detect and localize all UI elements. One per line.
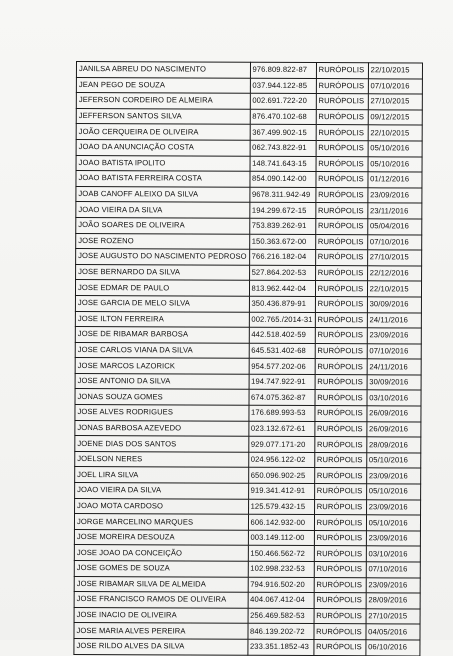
table-row [74,623,420,640]
record-cpf: 350.436.879-91 [249,296,315,312]
record-name: JOÃO CERQUEIRA DE OLIVEIRA [76,124,250,140]
record-date: 26/09/2016 [367,421,421,437]
record-date: 22/12/2016 [367,265,421,281]
record-city: RURÓPOLIS [315,296,367,312]
table-row [76,139,422,156]
record-date: 28/09/2016 [366,437,420,453]
record-cpf: 813.962.442-04 [249,281,315,297]
record-city: RURÓPOLIS [315,359,367,375]
record-date: 22/10/2015 [368,63,422,79]
table-row [74,560,420,577]
table-row [75,311,421,328]
record-cpf: 9678.311.942-49 [249,187,315,203]
record-city: RURÓPOLIS [314,608,366,624]
record-date: 05/10/2016 [366,484,420,500]
record-date: 07/10/2016 [368,78,422,94]
table-row [75,483,421,500]
record-cpf: 674.075.362-87 [249,390,315,406]
record-name: JOÃO SOARES DE OLIVEIRA [76,217,250,233]
record-name: JONAS SOUZA GOMES [75,389,249,405]
table-row [75,467,421,484]
table-row [75,295,421,312]
table-row [74,592,420,609]
record-cpf: 766.216.182-04 [249,249,315,265]
table-row [75,327,421,344]
record-name: JOSE MOREIRA DESOUZA [74,529,248,545]
record-city: RURÓPOLIS [315,343,367,359]
record-cpf: 846.139.202-72 [248,624,314,640]
table-row [75,389,421,406]
record-date: 07/10/2016 [367,343,421,359]
record-date: 23/09/2016 [367,328,421,344]
record-date: 06/10/2016 [366,640,420,656]
record-name: JOSE AUGUSTO DO NASCIMENTO PEDROSO [76,249,250,265]
table-row [76,155,422,172]
record-cpf: 753.839.262-91 [249,218,315,234]
record-name: JEFERSON CORDEIRO DE ALMEIRA [76,93,250,109]
record-cpf: 023.132.672-61 [248,421,314,437]
record-name: JOSE RILDO ALVES DA SILVA [74,638,248,654]
record-cpf: 976.809.822-87 [250,62,316,78]
record-date: 24/11/2016 [367,312,421,328]
record-cpf: 233.351.1852-43 [247,639,313,655]
record-city: RURÓPOLIS [316,125,368,141]
record-name: JOSE ALVES RODRIGUES [75,405,249,421]
table-row [74,607,420,624]
record-city: RURÓPOLIS [314,577,366,593]
record-date: 30/09/2016 [367,297,421,313]
record-name: JOAO DA ANUNCIAÇÃO COSTA [76,139,250,155]
record-date: 05/10/2016 [368,141,422,157]
table-row [76,62,422,79]
record-name: JEFFERSON SANTOS SILVA [76,108,250,124]
table-row [76,124,422,141]
record-cpf: 606.142.932-00 [248,514,314,530]
table-row [75,342,421,359]
record-date: 05/10/2016 [366,515,420,531]
record-city: RURÓPOLIS [316,78,368,94]
record-city: RURÓPOLIS [316,109,368,125]
record-city: RURÓPOLIS [314,640,366,656]
record-date: 01/12/2016 [368,172,422,188]
table-row [76,233,422,250]
table-row [74,514,420,531]
record-cpf: 794.916.502-20 [248,577,314,593]
record-cpf: 650.096.902-25 [248,468,314,484]
record-cpf: 062.743.822-91 [250,140,316,156]
record-cpf: 645.531.402-68 [249,343,315,359]
record-name: JOSE BERNARDO DA SILVA [76,264,250,280]
record-city: RURÓPOLIS [316,172,368,188]
table-row [75,373,421,390]
record-city: RURÓPOLIS [315,265,367,281]
record-name: JOSE INACIO DE OLIVEIRA [74,607,248,623]
record-cpf: 024.956.122-02 [248,452,314,468]
table-row [75,420,421,437]
record-city: RURÓPOLIS [315,390,367,406]
record-name: JANILSA ABREU DO NASCIMENTO [76,62,250,78]
record-name: JOAO MOTA CARDOSO [75,498,249,514]
record-cpf: 929.077.171-20 [248,437,314,453]
record-cpf: 256.469.582-53 [248,608,314,624]
record-date: 27/10/2015 [367,250,421,266]
record-cpf: 150.466.562-72 [248,546,314,562]
record-city: RURÓPOLIS [314,593,366,609]
record-city: RURÓPOLIS [315,203,367,219]
record-date: 05/04/2016 [367,219,421,235]
table-row [76,77,422,94]
table-row [75,498,421,515]
record-date: 24/11/2016 [367,359,421,375]
record-city: RURÓPOLIS [315,421,367,437]
record-date: 03/10/2016 [366,546,420,562]
record-cpf: 150.363.672-00 [249,234,315,250]
record-cpf: 194.299.672-15 [249,203,315,219]
record-cpf: 876.470.102-68 [250,109,316,125]
record-name: JOELSON NERES [75,451,249,467]
record-cpf: 148.741.643-15 [250,156,316,172]
record-cpf: 367.499.902-15 [250,125,316,141]
record-cpf: 194.747.922-91 [249,374,315,390]
record-cpf: 404.067.412-04 [248,592,314,608]
record-name: JOSE EDMAR DE PAULO [75,280,249,296]
record-date: 23/09/2016 [366,468,420,484]
record-name: JOSE ANTONIO DA SILVA [75,373,249,389]
record-cpf: 102.998.232-53 [248,561,314,577]
table-row [75,358,421,375]
record-name: JOAO VIEIRA DA SILVA [76,202,250,218]
record-name: JOSE MARCOS LAZORICK [75,358,249,374]
record-name: JOSE MARIA ALVES PEREIRA [74,623,248,639]
record-date: 23/09/2016 [368,188,422,204]
record-date: 07/10/2016 [367,234,421,250]
record-date: 09/12/2015 [368,110,422,126]
record-city: RURÓPOLIS [315,234,367,250]
table-row [76,249,422,266]
record-cpf: 919.341.412-91 [248,483,314,499]
record-cpf: 854.090.142-00 [249,171,315,187]
record-date: 04/05/2016 [366,624,420,640]
table-row [74,529,420,546]
record-date: 28/09/2016 [366,593,420,609]
record-city: RURÓPOLIS [316,94,368,110]
record-name: JOSE DE RIBAMAR BARBOSA [75,327,249,343]
table-row [75,405,421,422]
record-city: RURÓPOLIS [314,562,366,578]
record-cpf: 125.579.432-15 [248,499,314,515]
record-name: JOAO BATISTA FERREIRA COSTA [76,171,250,187]
record-name: JOAB CANOFF ALEIXO DA SILVA [76,186,250,202]
record-cpf: 954.577.202-06 [249,359,315,375]
record-name: JOSE GARCIA DE MELO SILVA [75,295,249,311]
record-name: JONAS BARBOSA AZEVEDO [75,420,249,436]
record-city: RURÓPOLIS [314,452,366,468]
record-cpf: 527.864.202-53 [249,265,315,281]
record-city: RURÓPOLIS [315,312,367,328]
record-date: 26/09/2016 [367,406,421,422]
record-cpf: 002.691.722-20 [250,93,316,109]
record-cpf: 176.689.993-53 [248,405,314,421]
table-row [75,280,421,297]
table-row [76,93,422,110]
record-name: JOSE FRANCISCO RAMOS DE OLIVEIRA [74,592,248,608]
record-date: 05/10/2016 [368,156,422,172]
record-city: RURÓPOLIS [315,406,367,422]
record-name: JOSE ILTON FERREIRA [75,311,249,327]
record-city: RURÓPOLIS [314,624,366,640]
record-city: RURÓPOLIS [315,374,367,390]
table-row [76,108,422,125]
record-name: JOSE CARLOS VIANA DA SILVA [75,342,249,358]
record-city: RURÓPOLIS [315,250,367,266]
record-date: 27/10/2015 [366,609,420,625]
records-table-body [74,62,422,656]
table-row [76,202,422,219]
record-cpf: 442.518.402-59 [249,327,315,343]
record-name: JOENE DIAS DOS SANTOS [75,436,249,452]
record-date: 07/10/2016 [366,562,420,578]
record-cpf: 002.765./2014-31 [249,312,315,328]
record-date: 23/11/2016 [367,203,421,219]
record-name: JOSE ROZENO [76,233,250,249]
record-date: 03/10/2016 [367,390,421,406]
record-date: 23/09/2016 [366,499,420,515]
record-city: RURÓPOLIS [314,546,366,562]
record-date: 27/10/2015 [368,94,422,110]
record-name: JEAN PEGO DE SOUZA [76,77,250,93]
record-date: 22/10/2015 [368,125,422,141]
table-row [75,436,421,453]
record-city: RURÓPOLIS [314,468,366,484]
record-date: 05/10/2016 [366,453,420,469]
record-name: JORGE MARCELINO MARQUES [74,514,248,530]
record-city: RURÓPOLIS [314,530,366,546]
record-city: RURÓPOLIS [316,156,368,172]
records-table [73,61,422,656]
record-city: RURÓPOLIS [315,218,367,234]
record-city: RURÓPOLIS [315,281,367,297]
record-date: 30/09/2016 [367,375,421,391]
record-city: RURÓPOLIS [316,63,368,79]
table-row [76,264,422,281]
record-name: JOSE GOMES DE SOUZA [74,560,248,576]
record-name: JOEL LIRA SILVA [75,467,249,483]
table-row [74,545,420,562]
table-row [74,576,420,593]
record-cpf: 037.944.122-85 [250,78,316,94]
record-city: RURÓPOLIS [314,437,366,453]
record-city: RURÓPOLIS [315,328,367,344]
record-name: JOSE RIBAMAR SILVA DE ALMEIDA [74,576,248,592]
table-row [75,451,421,468]
record-city: RURÓPOLIS [314,515,366,531]
record-date: 23/09/2016 [366,577,420,593]
record-city: RURÓPOLIS [314,499,366,515]
record-city: RURÓPOLIS [316,141,368,157]
table-row [76,186,422,203]
table-row [74,638,420,655]
table-row [76,217,422,234]
record-date: 22/10/2015 [367,281,421,297]
record-city: RURÓPOLIS [316,187,368,203]
record-name: JOAO BATISTA IPOLITO [76,155,250,171]
record-city: RURÓPOLIS [314,484,366,500]
record-cpf: 003.149.112-00 [248,530,314,546]
record-name: JOAO VIEIRA DA SILVA [75,483,249,499]
record-name: JOSE JOAO DA CONCEIÇÃO [74,545,248,561]
table-row [76,171,422,188]
record-date: 23/09/2016 [366,531,420,547]
